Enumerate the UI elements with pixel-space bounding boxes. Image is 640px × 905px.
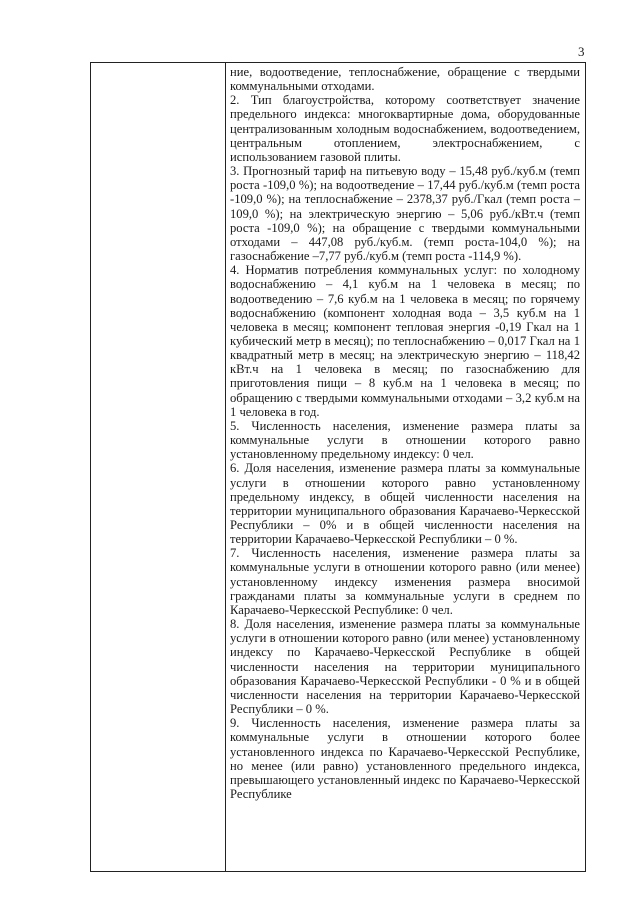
paragraph-2-improvement-type: 2. Тип благоустройства, которому соответствует значение предельного индекса: многоквартирные дома, оборудованные централизованным холодным водоснабжением, водоотведением, центральным отоплением, электроснабжением, с использованием газовой плиты. — [230, 93, 580, 164]
paragraph-4-consumption-norms: 4. Норматив потребления коммунальных услуг: по холодному водоснабжению – 4,1 куб.м на 1 человека в месяц; по водоотведению – 7,6 куб.м на 1 человека в месяц; по горячему водоснабжению (компонент холодная вода – 3,5 куб.м на 1 человека в месяц; компонент тепловая энергия -0,19 Гкал на 1 кубический метр в месяц); по теплоснабжению – 0,017 Гкал на 1 квадратный метр в месяц; на электрическую энергию – 118,42 кВт.ч на 1 человека в месяц; по газоснабжению для приготовления пищи – 8 куб.м на 1 человека в месяц; по обращению с твердыми коммунальными отходами – 3,2 куб.м на 1 человека в год. — [230, 263, 580, 419]
paragraph-7-population-count: 7. Численность населения, изменение размера платы за коммунальные услуги в отношении которого равно (или менее) установленному индексу изменения размера вносимой гражданами платы за коммунальные услуги в среднем по Карачаево-Черкесской Республике: 0 чел. — [230, 546, 580, 617]
paragraph-9-population-count: 9. Численность населения, изменение размера платы за коммунальные услуги в отношении которого более установленного индекса по Карачаево-Черкесской Республике, но менее (или равно) установленного предельного индекса, превышающего установленный индекс по Карачаево-Черкесской Республике — [230, 716, 580, 801]
paragraph-continuation: ние, водоотведение, теплоснабжение, обращение с твердыми коммунальными отходами. — [230, 65, 580, 94]
table-left-cell — [91, 63, 225, 871]
paragraph-6-population-share: 6. Доля населения, изменение размера платы за коммунальные услуги в отношении которого равно установленному предельному индексу, в общей численности населения на территории муниципального образования Карачаево-Черкесской Республики – 0% и в общей численности населения на территории Карачаево-Черкесской Республики – 0 %. — [230, 461, 580, 547]
paragraph-3-tariffs: 3. Прогнозный тариф на питьевую воду – 15,48 руб./куб.м (темп роста -109,0 %); на водоотведение – 17,44 руб./куб.м (темп роста -109,0 %); на теплоснабжение – 2378,37 руб./Гкал (темп роста – 109,0 %); на электрическую энергию – 5,06 руб./кВт.ч (темп роста -109,0 %); на обращение с твердыми коммунальными отходами – 447,08 руб./куб.м. (темп роста-104,0 %); на газоснабжение –7,77 руб./куб.м (темп роста -114,9 %). — [230, 164, 580, 264]
content-table — [90, 62, 586, 872]
table-right-cell — [230, 65, 580, 801]
paragraph-5-population-count: 5. Численность населения, изменение размера платы за коммунальные услуги в отношении которого равно установленному предельному индексу: 0 чел. — [230, 418, 580, 462]
paragraph-8-population-share: 8. Доля населения, изменение размера платы за коммунальные услуги в отношении которого равно (или менее) установленному индексу по Карачаево-Черкесской Республике в общей численности населения на территории муниципального образования Карачаево-Черкесской Республики - 0 % и в общей численности населения на территории Карачаево-Черкесской Республики – 0 %. — [230, 617, 580, 717]
column-divider — [225, 63, 226, 871]
page-number: 3 — [578, 44, 585, 59]
